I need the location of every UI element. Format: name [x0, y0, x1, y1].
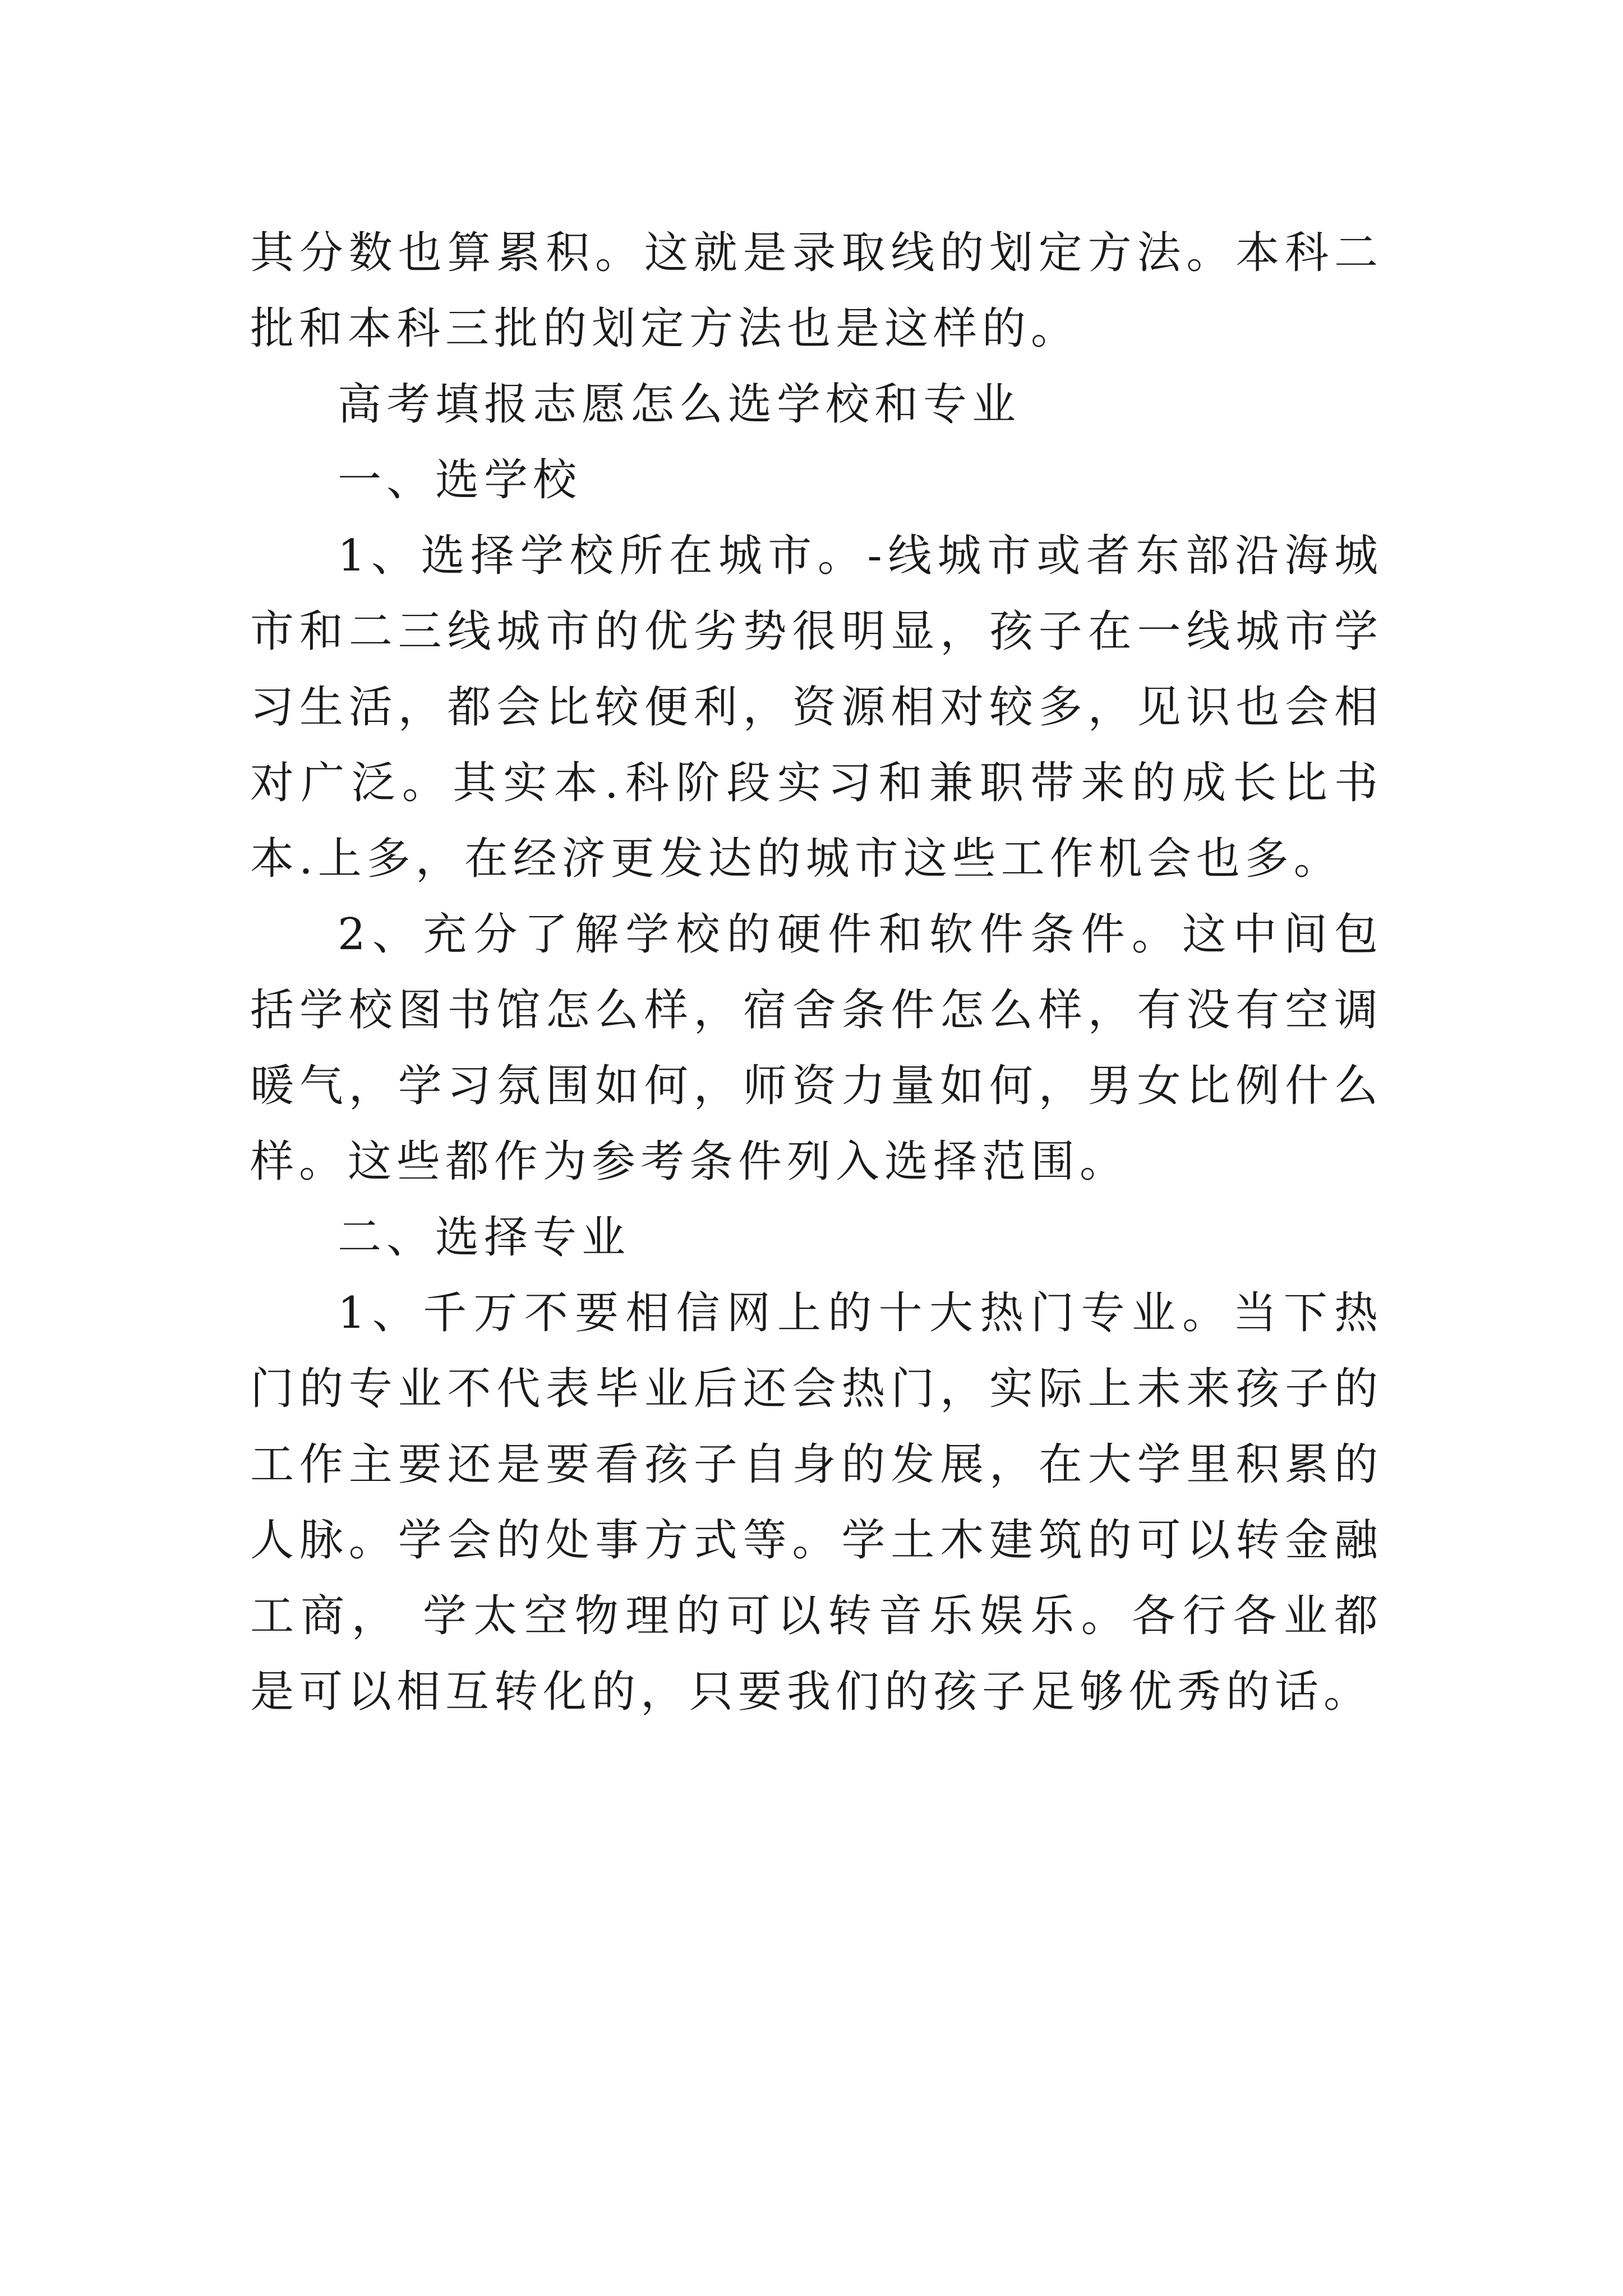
paragraph-choose-city: 1、选择学校所在城市。-线城市或者东部沿海城市和二三线城市的优劣势很明显，孩子在一线城市学习生活，都会比较便利，资源相对较多，见识也会相对广泛。其实本.科阶段实习和兼职带来的成长比书本.上多，在经济更发达的城市这些工作机会也多。	[250, 531, 1383, 884]
heading-choose-school: 一、选学校	[338, 455, 582, 505]
heading-choose-major: 二、选择专业	[338, 1212, 631, 1263]
section-title: 高考填报志愿怎么选学校和专业	[338, 379, 1021, 430]
paragraph-hot-majors: 1、千万不要相信网上的十大热门专业。当下热门的专业不代表毕业后还会热门，实际上未来孩子的工作主要还是要看孩子自身的发展，在大学里积累的人脉。学会的处事方式等。学土木建筑的可以转金融工商， 学太空物理的可以转音乐娱乐。各行各业都是可以相互转化的，只要我们的孩子足够优秀的话。	[250, 1288, 1383, 1717]
paragraph-continuation: 其分数也算累积。这就是录取线的划定方法。本科二批和本科三批的划定方法也是这样的。	[250, 228, 1383, 354]
paragraph-school-conditions: 2、充分了解学校的硬件和软件条件。这中间包括学校图书馆怎么样，宿舍条件怎么样，有没有空调暖气，学习氛围如何，师资力量如何，男女比例什么样。这些都作为参考条件列入选择范围。	[250, 909, 1383, 1187]
document-body	[250, 215, 1383, 1730]
